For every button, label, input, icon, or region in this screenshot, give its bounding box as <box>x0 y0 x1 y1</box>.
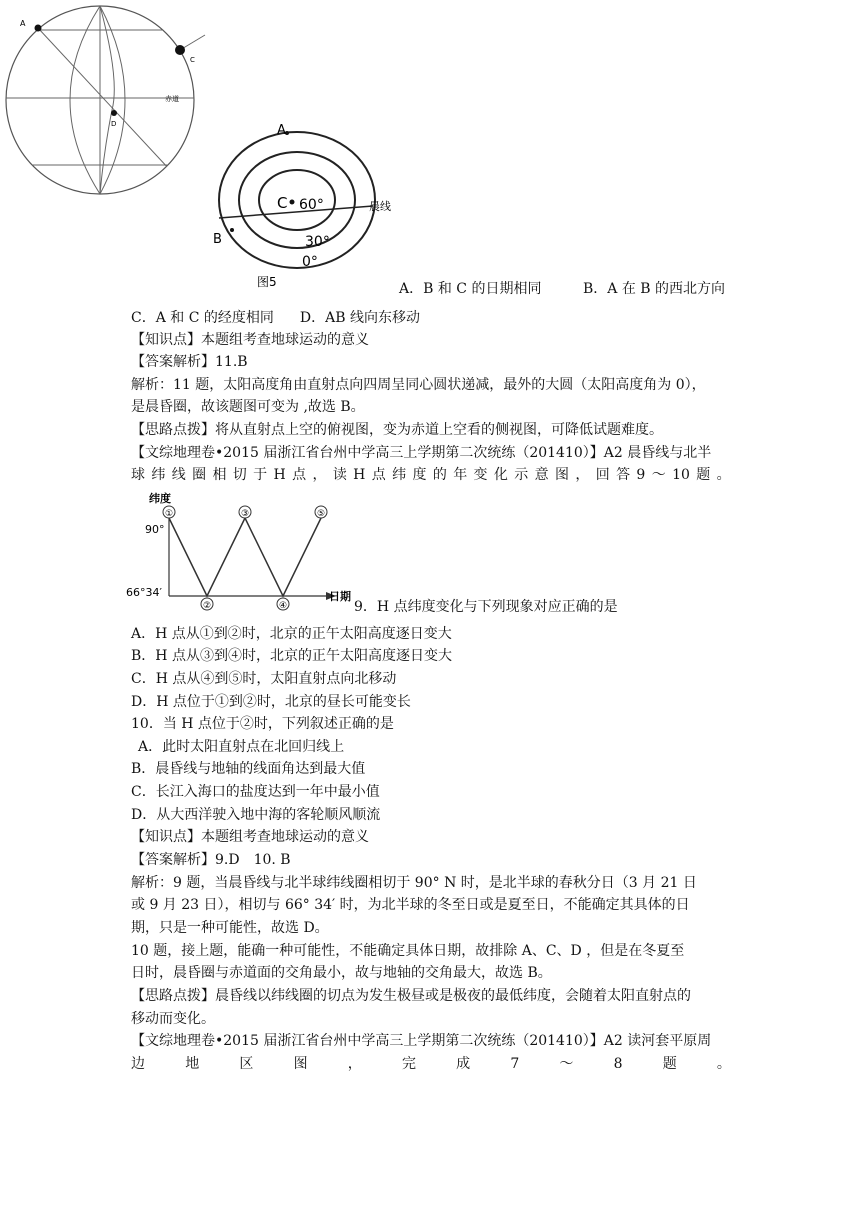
q9-option-d: D．H 点位于①到②时，北京的昼长可能变长 <box>131 694 411 710</box>
globe-figure <box>0 0 215 200</box>
intro-word: 球 <box>131 467 145 483</box>
q11-cd-row <box>131 308 731 328</box>
intro-word: ， <box>575 467 590 483</box>
intro-word: 题 <box>662 1056 677 1072</box>
intro-word: 变 <box>473 467 488 483</box>
intro-word: 题 <box>696 467 711 483</box>
q910-tip-2: 移动而变化。 <box>131 1011 215 1027</box>
q9-intro-2 <box>131 465 731 485</box>
option-11-b: B．A 在 B 的西北方向 <box>583 281 726 297</box>
q10-option-d: D．从大西洋驶入地中海的客轮顺风顺流 <box>131 807 381 823</box>
q910-analysis-2: 或 9 月 23 日），相切与 66° 34′ 时，为北半球的冬至日或是夏至日，不能确定其具体的日 <box>131 897 690 913</box>
label-d: D <box>111 120 117 128</box>
q10-option-a: A．此时太阳直射点在北回归线上 <box>138 739 345 755</box>
q910-analysis-3: 期，只是一种可能性，故选 D。 <box>131 920 329 936</box>
label-c: C <box>277 194 288 212</box>
latitude-chart <box>126 488 356 616</box>
option-11-c: C．A 和 C 的经度相同 <box>131 310 274 326</box>
data-point-label: ③ <box>240 509 250 519</box>
q9-option-b: B．H 点从③到④时，北京的正午太阳高度逐日变大 <box>131 648 452 664</box>
intro-word: 于 <box>253 467 268 483</box>
intro-word: 图 <box>554 467 569 483</box>
series-line <box>169 518 321 596</box>
intro-word: 读 <box>332 467 347 483</box>
intro-word: 线 <box>171 467 186 483</box>
intro-word: 边 <box>131 1056 145 1072</box>
intro-word: 7 <box>510 1056 520 1072</box>
q9-intro-1: 【文综地理卷•2015 届浙江省台州中学高三上学期第二次统练（201410）】A2 晨昏线与北半 <box>131 445 712 461</box>
q10-option-c: C．长江入海口的盐度达到一年中最小值 <box>131 784 380 800</box>
ytick-66: 66°34′ <box>126 586 162 599</box>
intro-word: H <box>353 467 366 483</box>
data-point-label: ⑤ <box>316 509 326 519</box>
intro-word: 地 <box>185 1056 200 1072</box>
intro-word: ， <box>312 467 327 483</box>
intro-word: 8 <box>613 1056 623 1072</box>
intro-word: 图 <box>293 1056 308 1072</box>
intro-word: ～ <box>559 1056 574 1072</box>
data-point-label: ① <box>164 509 174 519</box>
q11-answer: 【答案解析】11.B <box>131 354 248 370</box>
intro-word: 答 <box>616 467 631 483</box>
label-lat-60: 60° <box>299 197 324 213</box>
label-lat-30: 30° <box>305 234 330 250</box>
intro-word: 的 <box>432 467 447 483</box>
option-11-d: D．AB 线向东移动 <box>299 310 420 326</box>
chart-xlabel: 日期 <box>329 590 351 603</box>
q910-analysis-1: 解析：9 题，当晨昏线与北半球纬线圈相切于 90° N 时，是北半球的春秋分日（3 月 21 日 <box>131 875 697 891</box>
data-point-label: ② <box>202 601 212 611</box>
q78-intro-2 <box>131 1054 731 1074</box>
intro-word: 示 <box>514 467 529 483</box>
point-a-dot <box>35 25 42 32</box>
q10-stem: 10．当 H 点位于②时，下列叙述正确的是 <box>131 716 394 732</box>
intro-word: H <box>273 467 286 483</box>
option-11-a: A．B 和 C 的日期相同 <box>399 281 542 297</box>
intro-word: 切 <box>232 467 247 483</box>
data-point-label: ④ <box>278 601 288 611</box>
intro-word: 化 <box>493 467 508 483</box>
q11-knowledge: 【知识点】本题组考查地球运动的意义 <box>131 332 369 348</box>
label-chen: 晨线 <box>369 200 391 213</box>
q910-knowledge: 【知识点】本题组考查地球运动的意义 <box>131 829 369 845</box>
q910-tip-1: 【思路点拨】晨昏线以纬线圈的切点为发生极昼或是极夜的最低纬度，会随着太阳直射点的 <box>131 988 691 1004</box>
intro-word: 。 <box>716 467 731 483</box>
intro-word: 。 <box>716 1056 731 1072</box>
intro-word: 完 <box>401 1056 416 1072</box>
intro-word: 回 <box>595 467 610 483</box>
intro-word: 10 <box>672 467 690 483</box>
q10-option-b: B．晨昏线与地轴的线面角达到最大值 <box>131 761 366 777</box>
q78-intro-1: 【文综地理卷•2015 届浙江省台州中学高三上学期第二次统练（201410）】A2 读河套平原周 <box>131 1033 712 1049</box>
q910-analysis-5: 日时，晨昏圈与赤道面的交角最小，故与地轴的交角最大，故选 B。 <box>131 965 552 981</box>
intro-word: 年 <box>453 467 468 483</box>
label-b: B <box>213 232 222 247</box>
intro-word: 纬 <box>151 467 166 483</box>
intro-word: 纬 <box>392 467 407 483</box>
q910-answer: 【答案解析】9.D 10. B <box>131 852 291 868</box>
q9-option-a: A．H 点从①到②时，北京的正午太阳高度逐日变大 <box>131 626 452 642</box>
intro-word: ～ <box>651 467 666 483</box>
concentric-figure <box>205 118 405 290</box>
label-a: A <box>277 123 286 138</box>
label-c: C <box>190 56 195 64</box>
q9-option-c: C．H 点从④到⑤时，太阳直射点向北移动 <box>131 671 397 687</box>
label-lat-0: 0° <box>302 254 318 270</box>
intro-word: ， <box>347 1056 362 1072</box>
figure-title: 图5 <box>257 275 277 289</box>
intro-word: 区 <box>239 1056 254 1072</box>
q11-analysis-1: 解析：11 题，太阳高度角由直射点向四周呈同心圆状递减，最外的大圆（太阳高度角为 0）， <box>131 377 706 393</box>
q9-stem: 9．H 点纬度变化与下列现象对应正确的是 <box>354 599 618 615</box>
intro-word: 成 <box>456 1056 471 1072</box>
label-equator: 赤道 <box>165 95 179 103</box>
chart-ylabel: 纬度 <box>149 492 171 505</box>
intro-word: 点 <box>292 467 307 483</box>
intro-word: 点 <box>371 467 386 483</box>
q11-analysis-2: 是晨昏圈，故该题图可变为 ,故选 B。 <box>131 399 365 415</box>
intro-word: 度 <box>412 467 427 483</box>
intro-word: 意 <box>534 467 549 483</box>
intro-word: 相 <box>212 467 227 483</box>
ytick-90: 90° <box>145 523 165 536</box>
point-c-dot <box>175 45 185 55</box>
q11-tip: 【思路点拨】将从直射点上空的俯视图，变为赤道上空看的侧视图，可降低试题难度。 <box>131 422 663 438</box>
point-d-dot <box>111 110 117 116</box>
label-a: A <box>20 19 26 28</box>
intro-word: 9 <box>636 467 646 483</box>
intro-word: 圈 <box>192 467 207 483</box>
q910-analysis-4: 10 题，接上题，能确一种可能性，不能确定具体日期，故排除 A、C、D ，但是在冬夏至 <box>131 943 685 959</box>
